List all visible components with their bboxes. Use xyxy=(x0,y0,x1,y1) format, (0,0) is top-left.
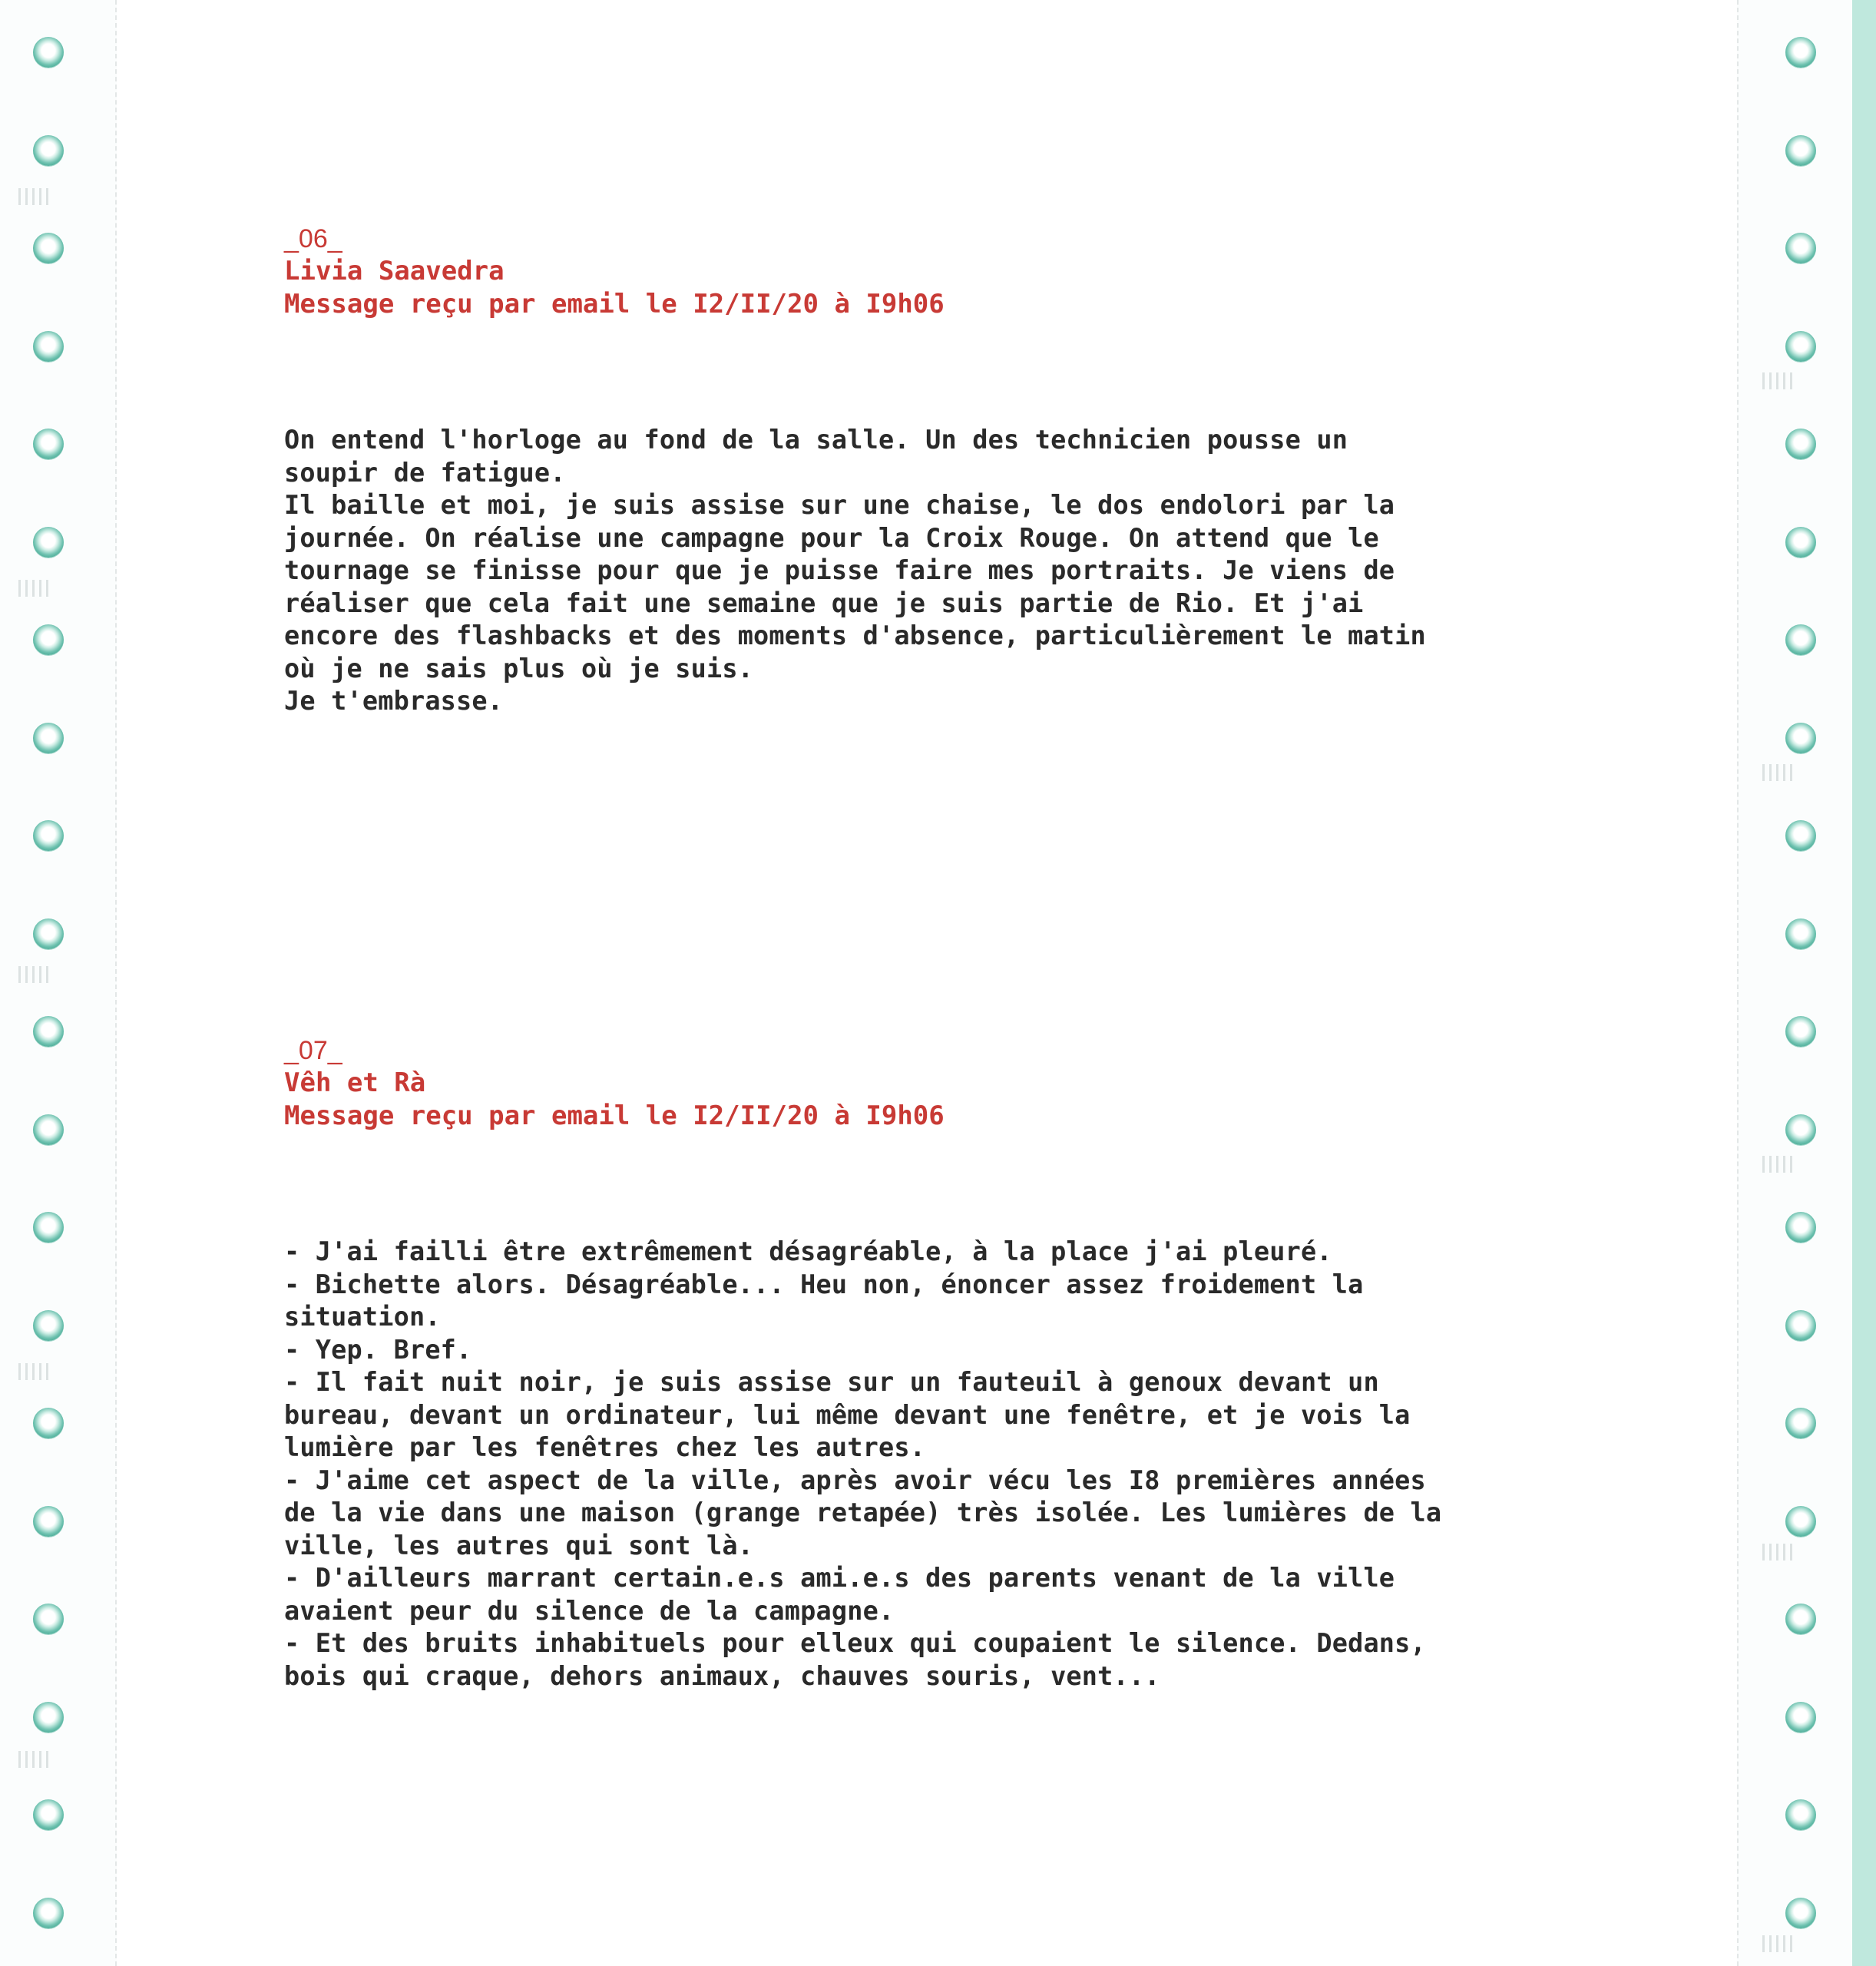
perforation-mark xyxy=(18,580,49,597)
left-tractor-feed-strip xyxy=(0,0,117,1966)
body-line: réaliser que cela fait une semaine que je suis partie de Rio. Et j'ai xyxy=(284,587,1364,618)
feed-hole xyxy=(1785,723,1816,753)
message-entry xyxy=(284,223,1513,718)
feed-hole xyxy=(1785,820,1816,851)
feed-hole xyxy=(1785,1702,1816,1733)
body-line: Je t'embrasse. xyxy=(284,686,504,716)
feed-hole xyxy=(1785,233,1816,263)
body-line: de la vie dans une maison (grange retapée) très isolée. Les lumières de la xyxy=(284,1498,1442,1527)
entry-body xyxy=(284,1236,1513,1693)
feed-hole xyxy=(33,1898,64,1928)
entry-author: Vêh et Rà xyxy=(284,1067,426,1098)
feed-hole xyxy=(1785,527,1816,558)
body-line: encore des flashbacks et des moments d'absence, particulièrement le matin xyxy=(284,621,1426,650)
feed-hole xyxy=(33,527,64,558)
body-line: bois qui craque, dehors animaux, chauves souris, vent... xyxy=(284,1660,1160,1691)
perforation-mark xyxy=(1762,1156,1793,1173)
feed-hole xyxy=(33,918,64,949)
perforation-mark xyxy=(1762,1544,1793,1561)
feed-hole xyxy=(1785,429,1816,459)
feed-hole xyxy=(1785,135,1816,166)
feed-hole xyxy=(33,331,64,362)
feed-hole xyxy=(1785,624,1816,655)
feed-hole xyxy=(33,1702,64,1733)
feed-hole xyxy=(1785,1898,1816,1928)
feed-hole xyxy=(33,723,64,753)
feed-hole xyxy=(1785,1799,1816,1830)
feed-hole xyxy=(1785,1506,1816,1537)
feed-hole xyxy=(33,233,64,263)
feed-hole xyxy=(1785,1016,1816,1047)
feed-hole xyxy=(33,1506,64,1537)
body-line: - Bichette alors. Désagréable... Heu non, énoncer assez froidement la xyxy=(284,1269,1364,1299)
feed-hole xyxy=(33,624,64,655)
feed-hole xyxy=(33,820,64,851)
message-entry xyxy=(284,1034,1513,1693)
body-line: bureau, devant un ordinateur, lui même devant une fenêtre, et je vois la xyxy=(284,1399,1411,1430)
feed-hole xyxy=(33,1408,64,1438)
feed-hole xyxy=(1785,918,1816,949)
right-tractor-feed-strip xyxy=(1737,0,1854,1966)
right-paper-edge xyxy=(1852,0,1876,1966)
feed-hole xyxy=(1785,1114,1816,1145)
feed-hole xyxy=(33,1799,64,1830)
feed-hole xyxy=(1785,331,1816,362)
body-line: avaient peur du silence de la campagne. xyxy=(284,1595,895,1626)
feed-hole xyxy=(1785,1408,1816,1438)
body-line: lumière par les fenêtres chez les autres. xyxy=(284,1432,926,1462)
body-line: soupir de fatigue. xyxy=(284,457,566,488)
entry-meta: Message reçu par email le I2/II/20 à I9h06 xyxy=(284,289,945,319)
body-line: - Yep. Bref. xyxy=(284,1334,472,1365)
feed-hole xyxy=(1785,1310,1816,1341)
entry-meta: Message reçu par email le I2/II/20 à I9h06 xyxy=(284,1100,945,1131)
feed-hole xyxy=(33,1016,64,1047)
body-line: - Et des bruits inhabituels pour elleux qui coupaient le silence. Dedans, xyxy=(284,1628,1426,1658)
perforation-mark xyxy=(18,1751,49,1768)
body-line: On entend l'horloge au fond de la salle. Un des technicien pousse un xyxy=(284,425,1348,455)
body-line: situation. xyxy=(284,1302,441,1332)
feed-hole xyxy=(33,135,64,166)
feed-hole xyxy=(33,429,64,459)
entry-body xyxy=(284,424,1513,718)
feed-hole xyxy=(1785,1212,1816,1243)
body-line: tournage se finisse pour que je puisse faire mes portraits. Je viens de xyxy=(284,555,1395,585)
body-line: - J'aime cet aspect de la ville, après avoir vécu les I8 premières années xyxy=(284,1465,1426,1495)
body-line: - D'ailleurs marrant certain.e.s ami.e.s des parents venant de la ville xyxy=(284,1563,1395,1593)
feed-hole xyxy=(33,1114,64,1145)
feed-hole xyxy=(33,1212,64,1243)
perforation-mark xyxy=(1762,372,1793,389)
perforation-mark xyxy=(18,1363,49,1380)
perforation-mark xyxy=(18,966,49,983)
body-line: - J'ai failli être extrêmement désagréable, à la place j'ai pleuré. xyxy=(284,1236,1332,1266)
body-line: journée. On réalise une campagne pour la Croix Rouge. On attend que le xyxy=(284,522,1379,553)
perforation-mark xyxy=(1762,764,1793,781)
feed-hole xyxy=(33,1310,64,1341)
entry-author: Livia Saavedra xyxy=(284,256,505,286)
feed-hole xyxy=(1785,37,1816,68)
body-line: - Il fait nuit noir, je suis assise sur un fauteuil à genoux devant un xyxy=(284,1367,1379,1397)
feed-hole xyxy=(33,1604,64,1634)
body-line: Il baille et moi, je suis assise sur une chaise, le dos endolori par la xyxy=(284,490,1395,520)
body-line: où je ne sais plus où je suis. xyxy=(284,653,754,683)
perforation-mark xyxy=(18,188,49,205)
perforation-mark xyxy=(1762,1935,1793,1952)
feed-hole xyxy=(33,37,64,68)
entry-number: _06_ xyxy=(284,224,342,253)
feed-hole xyxy=(1785,1604,1816,1634)
body-line: ville, les autres qui sont là. xyxy=(284,1530,754,1561)
entry-number: _07_ xyxy=(284,1036,342,1065)
